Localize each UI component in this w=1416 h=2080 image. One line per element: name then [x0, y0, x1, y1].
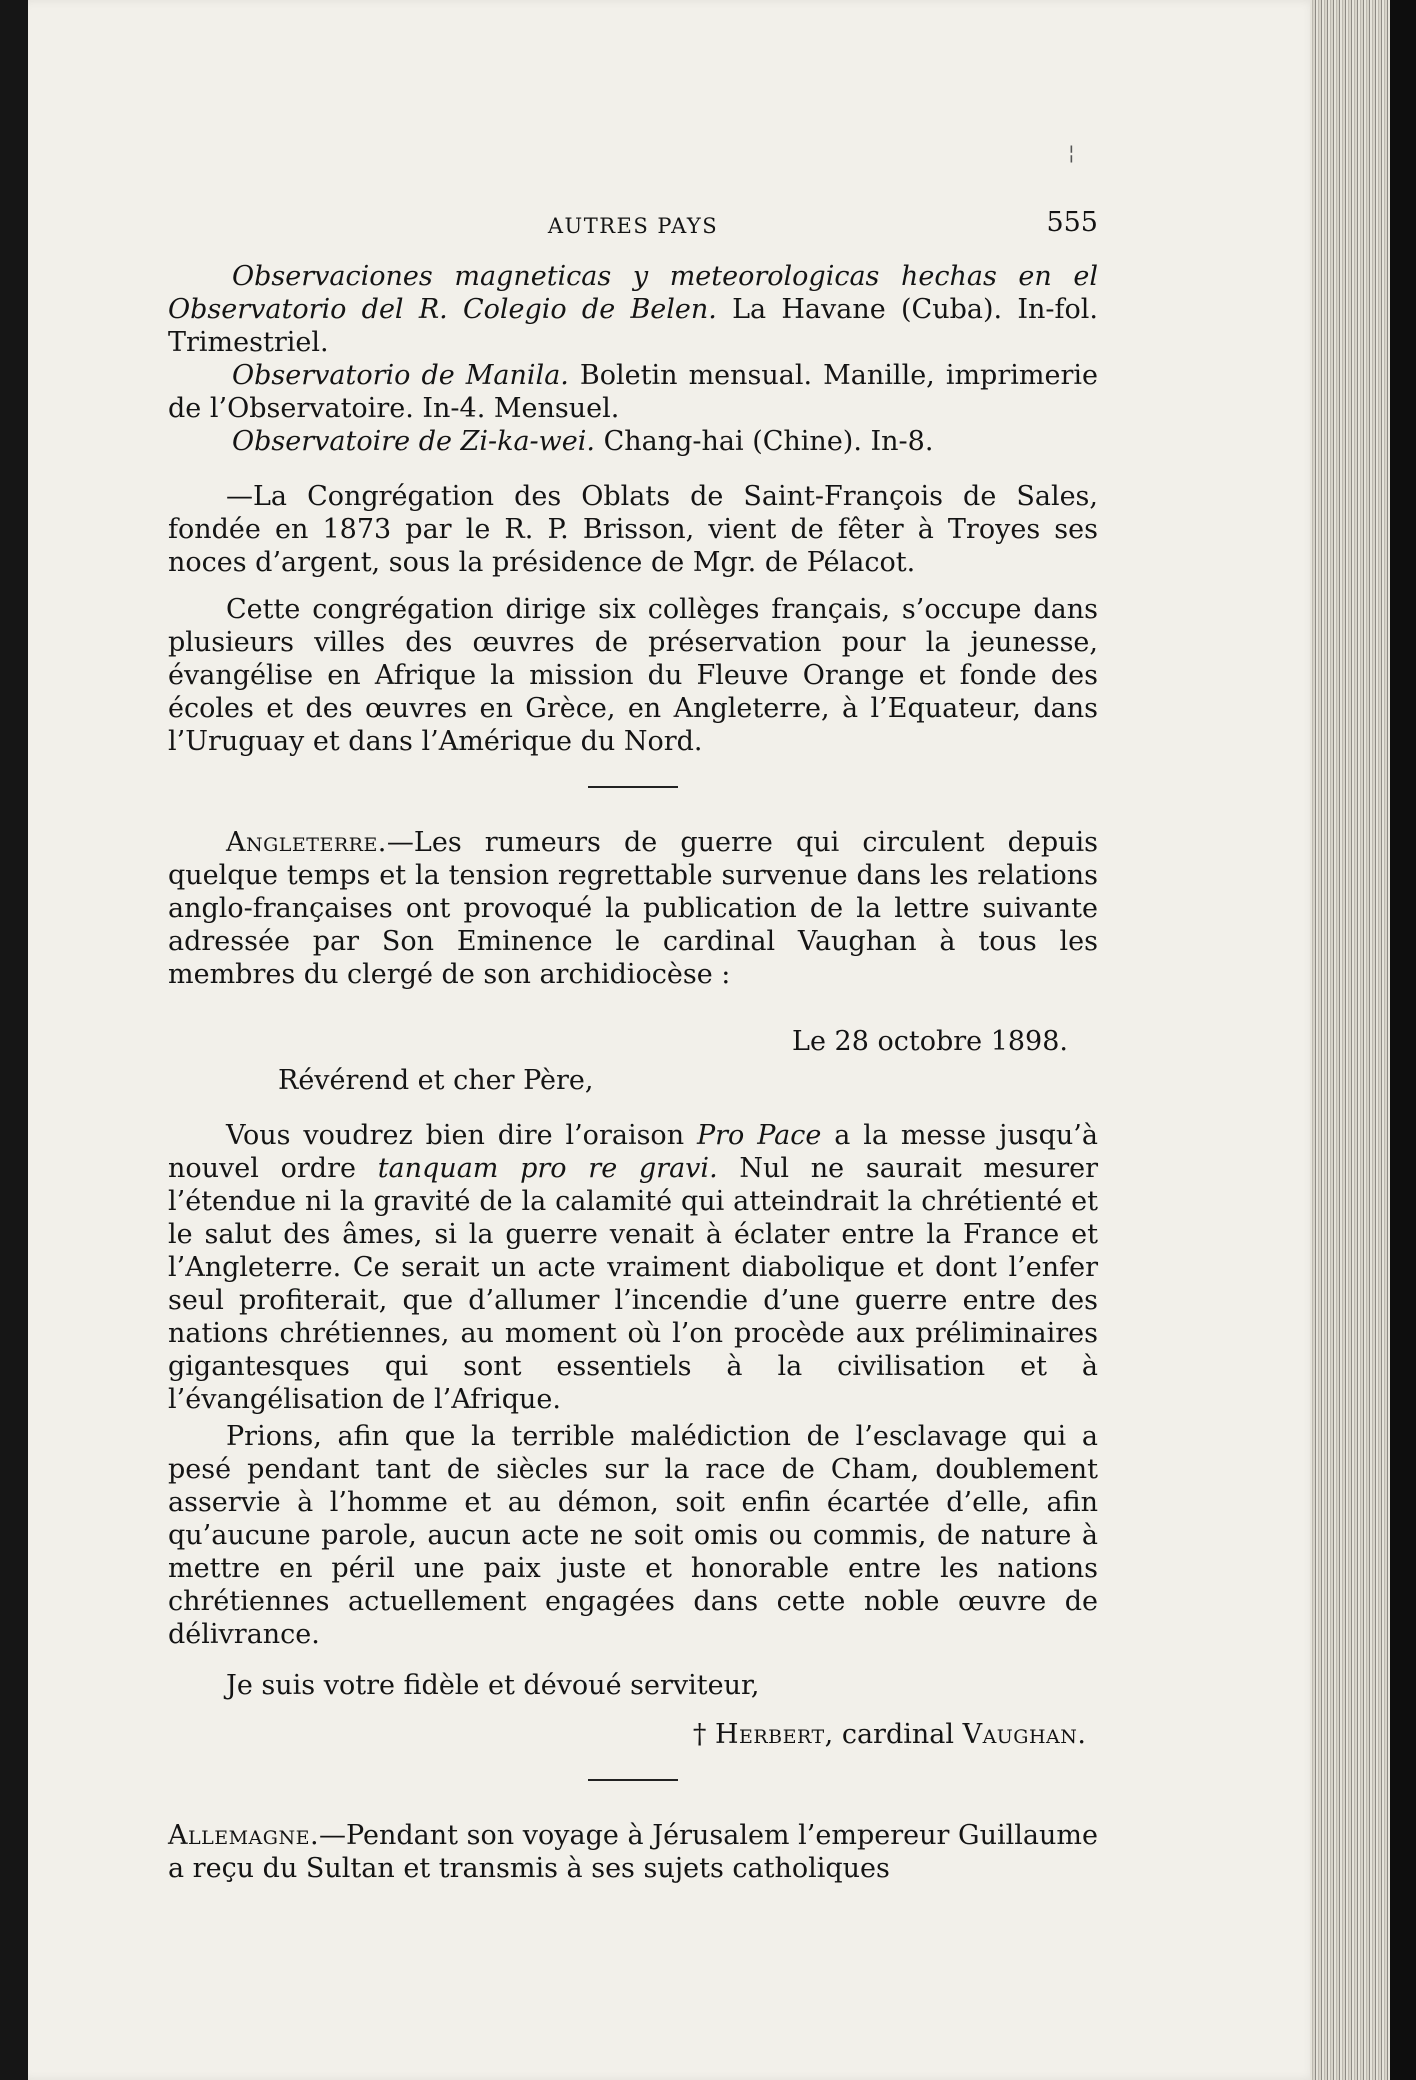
reference-zikawei	[168, 425, 1098, 458]
reference-details: La Havane (Cuba). In-fol. Trimestriel.	[168, 294, 1098, 358]
angleterre-intro	[168, 826, 1098, 991]
reference-title: Observatorio de Manila.	[232, 360, 569, 391]
allemagne-paragraph	[168, 1819, 1098, 1885]
section-divider	[588, 786, 678, 788]
signature-surname: Vaughan	[962, 1719, 1078, 1750]
latin-phrase: Pro Pace	[696, 1120, 822, 1151]
letter-paragraph-2: Prions, afin que la terrible malédiction de l’esclavage qui a pesé pendant tant de siècles sur la race de Cham, doublement asservie à l’homme et au démon, soit enfin écartée d’elle, afin qu’aucune parole, aucun acte ne soit omis ou commis, de nature à mettre en péril une paix juste et honorable entre les nations chrétiennes actuellement engagées dans cette noble œuvre de délivrance.	[168, 1421, 1098, 1650]
allemagne-text: —Pendant son voyage à Jérusalem l’empereur Guillaume a reçu du Sultan et transmis à ses sujets catholiques	[168, 1820, 1098, 1884]
letter-body	[168, 1119, 1098, 1651]
signature-title: , cardinal	[824, 1719, 963, 1750]
book-page	[28, 0, 1318, 2080]
letter-text: Nul ne saurait mesurer l’étendue ni la gravité de la calamité qui atteindrait la chrétienté et le salut des âmes, si la guerre venait à éclater entre la France et l’Angleterre. Ce serait un acte vraiment diabolique et dont l’enfer seul profiterait, que d’allumer l’incendie d’une guerre entre des nations chrétiennes, au moment où l’on procède aux préliminaires gigantesques qui sont essentiels à la civilisation et à l’évangélisation de l’Afrique.	[168, 1153, 1099, 1415]
stray-mark: ¦	[1068, 140, 1075, 164]
running-title: AUTRES PAYS	[547, 214, 719, 238]
book-page-edges	[1310, 0, 1390, 2080]
reference-title: Observaciones magneticas y meteorologicas hechas en el Observatorio del R. Colegio de Belen.	[168, 261, 1098, 325]
letter-text: a la messe jusqu’à nouvel ordre	[168, 1120, 1098, 1184]
oblats-paragraph-2: Cette congrégation dirige six collèges français, s’occupe dans plusieurs villes des œuvres de préservation pour la jeunesse, évangélise en Afrique la mission du Fleuve Orange et fonde des écoles et des œuvres en Grèce, en Angleterre, à l’Equateur, dans l’Uruguay et dans l’Amérique du Nord.	[168, 594, 1098, 757]
signature-first-name: Herbert	[714, 1719, 825, 1750]
letter-salutation: Révérend et cher Père,	[278, 1065, 594, 1096]
latin-phrase: tanquam pro re gravi.	[377, 1153, 718, 1184]
cross-symbol: †	[692, 1719, 715, 1750]
section-divider	[588, 1779, 678, 1781]
angleterre-intro-text: —Les rumeurs de guerre qui circulent depuis quelque temps et la tension regrettable survenue dans les relations anglo-françaises ont provoqué la publication de la lettre suivante adressée par Son Eminence le cardinal Vaughan à tous les membres du clergé de son archidiocèse :	[168, 827, 1098, 990]
reference-title: Observatoire de Zi-ka-wei.	[232, 426, 595, 457]
letter-signature	[168, 1718, 1098, 1751]
signature-period: .	[1077, 1719, 1086, 1750]
reference-details: Chang-hai (Chine). In-8.	[594, 426, 934, 457]
oblats-paragraph-1: —La Congrégation des Oblats de Saint-François de Sales, fondée en 1873 par le R. P. Brisson, vient de fêter à Troyes ses noces d’argent, sous la présidence de Mgr. de Pélacot.	[168, 481, 1098, 578]
reference-details: Boletin mensual. Manille, imprimerie de l’Observatoire. In-4. Mensuel.	[168, 360, 1098, 424]
page-content	[168, 207, 1099, 1885]
letter-text: Vous voudrez bien dire l’oraison	[226, 1120, 697, 1151]
reference-manila	[168, 359, 1098, 425]
book-binding-shadow	[1390, 0, 1416, 2080]
running-head	[168, 207, 1098, 254]
section-heading-allemagne: Allemagne.	[168, 1820, 320, 1851]
section-heading-angleterre: Angleterre.	[226, 827, 387, 858]
page-number: 555	[1046, 207, 1098, 238]
letter-closing: Je suis votre fidèle et dévoué serviteur,	[226, 1670, 760, 1701]
letter-paragraph-1	[168, 1119, 1098, 1416]
reference-belen	[168, 260, 1098, 359]
letter-date: Le 28 octobre 1898.	[792, 1026, 1068, 1057]
